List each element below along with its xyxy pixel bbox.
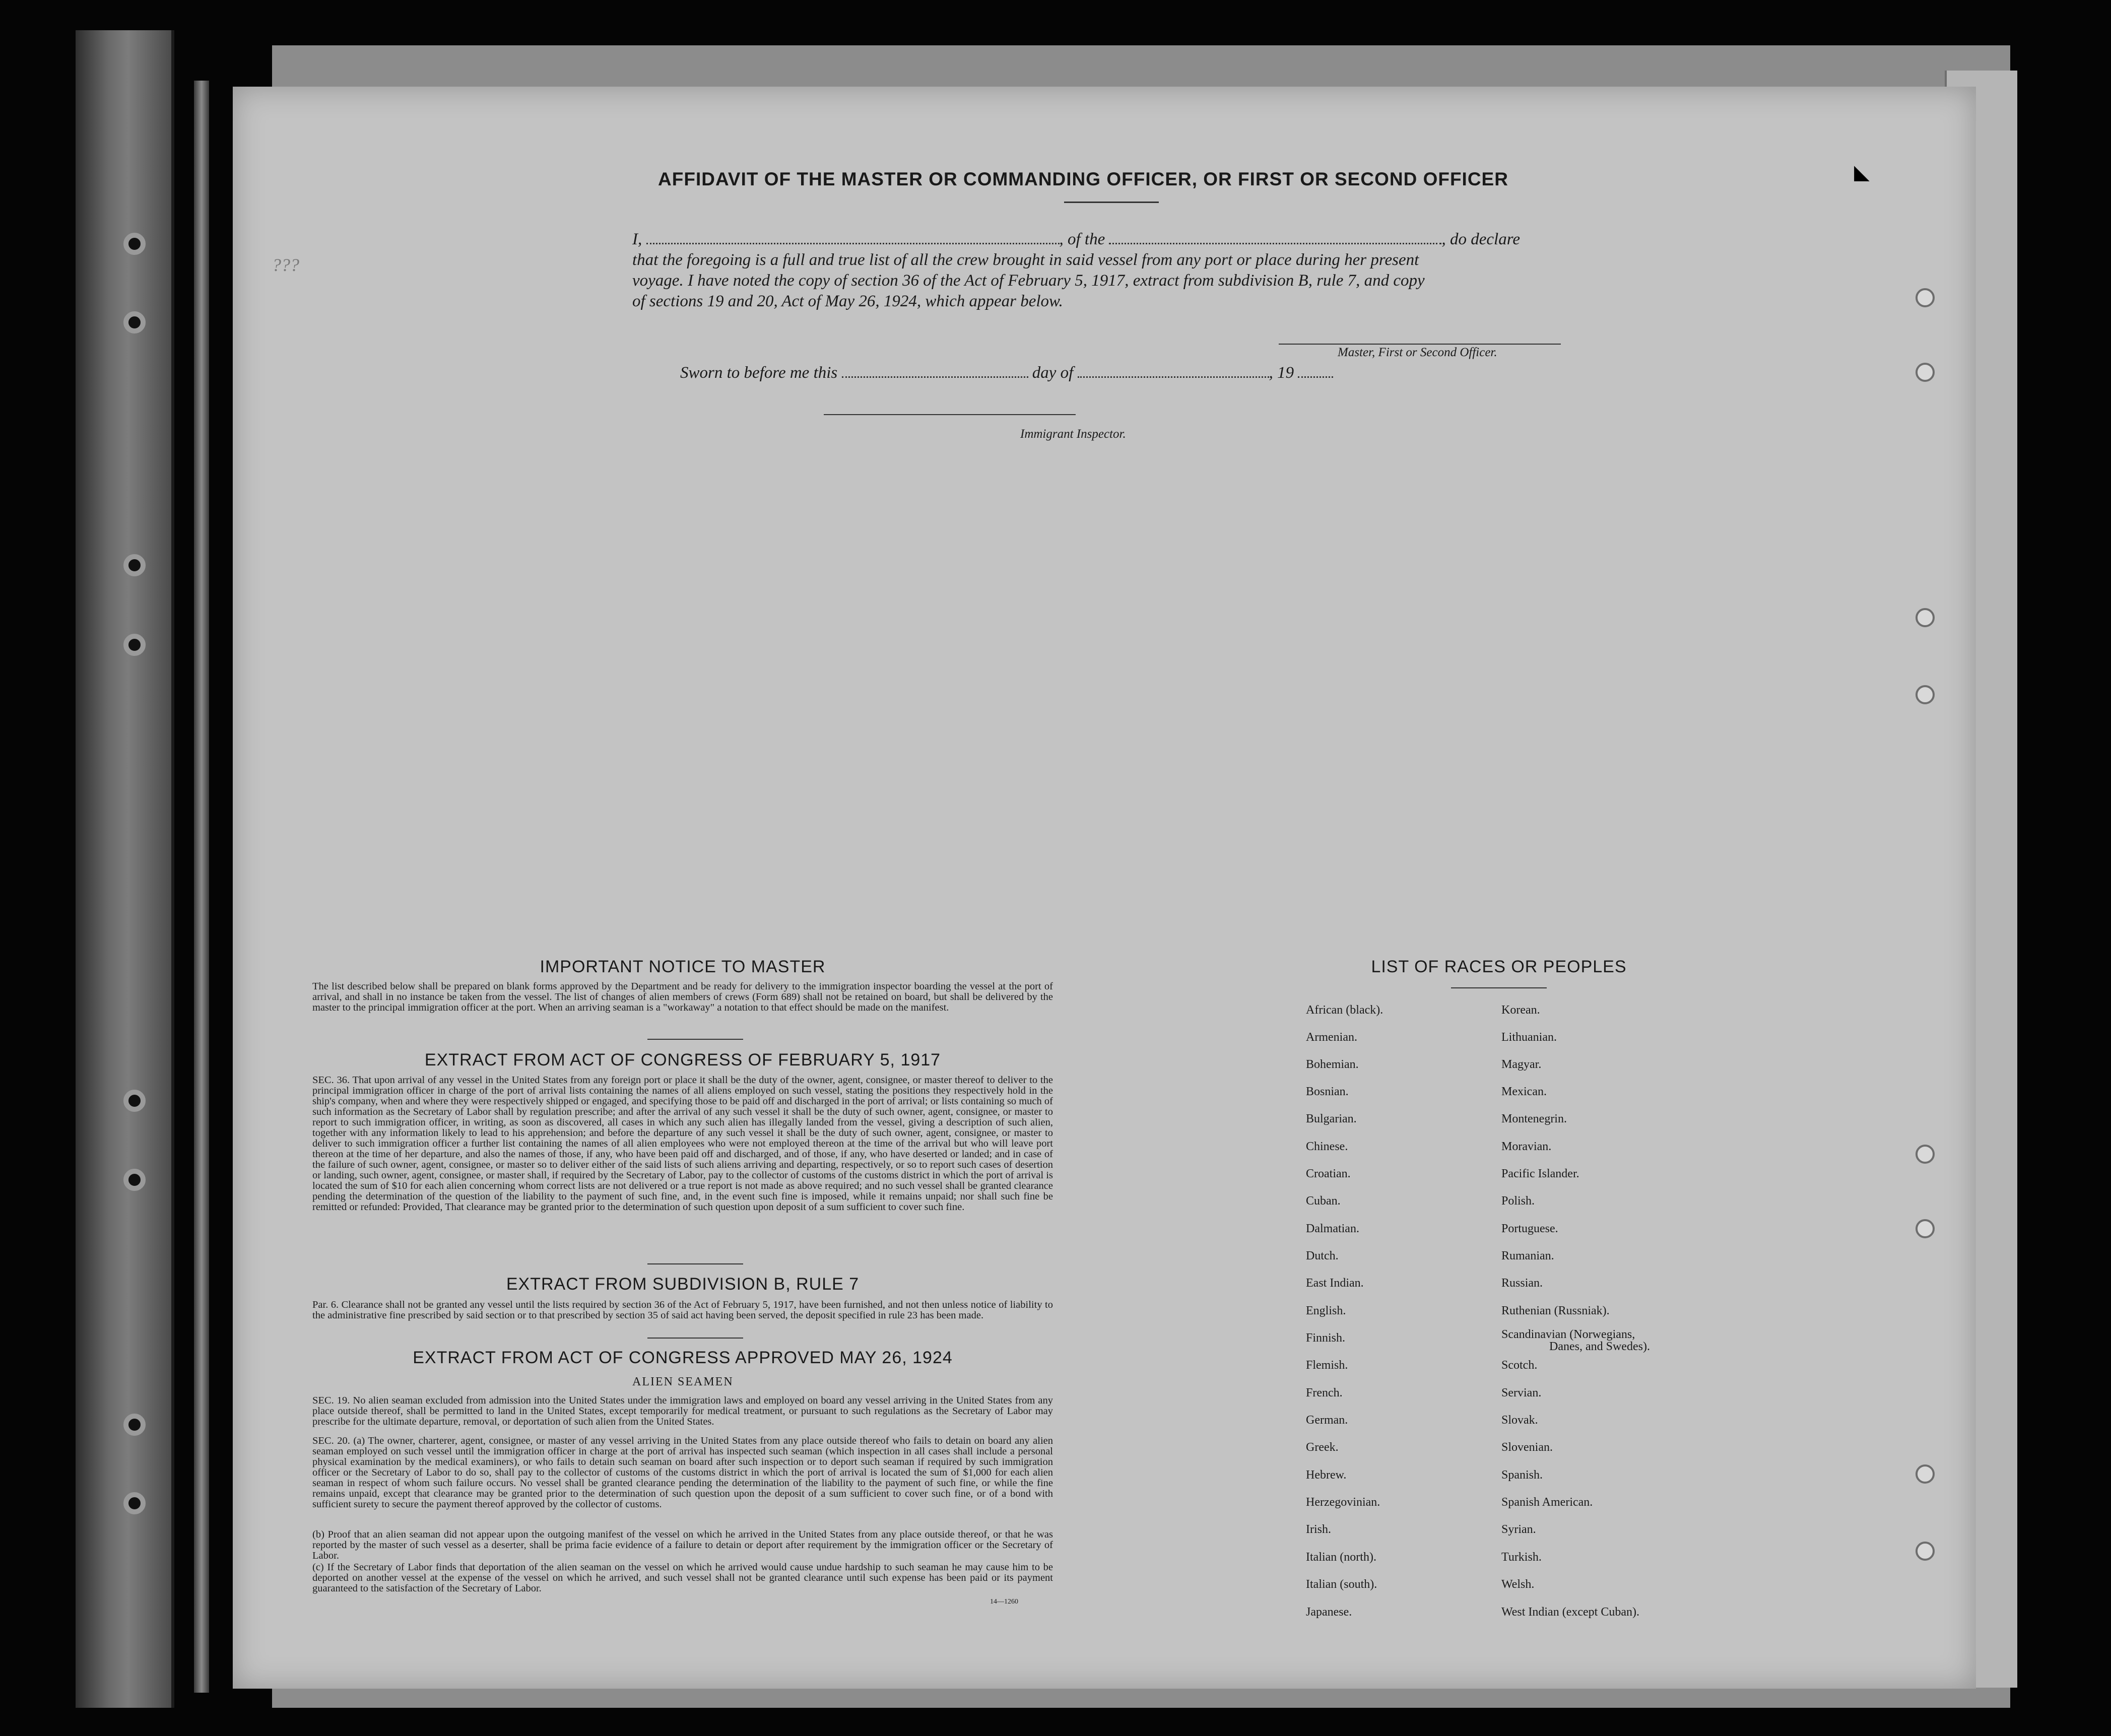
race-item: German.	[1306, 1414, 1348, 1427]
declaration-of-the: , of the	[1059, 230, 1105, 248]
sworn-line	[680, 363, 1386, 383]
race-item: Scotch.	[1501, 1359, 1538, 1372]
race-item: Welsh.	[1501, 1578, 1535, 1591]
race-item: English.	[1306, 1304, 1346, 1317]
master-signature-caption: Master, First or Second Officer.	[1338, 346, 1497, 359]
race-item: Polish.	[1501, 1194, 1535, 1208]
race-item: East Indian.	[1306, 1277, 1364, 1290]
faint-handwritten-number: ???	[272, 255, 299, 275]
page-hole	[1916, 1219, 1935, 1238]
race-item: Italian (north).	[1306, 1551, 1376, 1564]
binder-spine	[76, 30, 174, 1708]
notice-title: IMPORTANT NOTICE TO MASTER	[540, 957, 826, 976]
page-hole	[1916, 288, 1935, 307]
extract-1924-sec20c: (c) If the Secretary of Labor finds that deportation of the alien seaman on the vessel on which he arrived would cause undue hardship to such seaman he may cause him to be deported on another vessel at the expense of the vessel on which he arrived, and such vessel shall not be granted clearance until such expense has been paid or its payment guaranteed to the satisfaction of the Secretary of Labor.	[312, 1562, 1053, 1594]
rule7-title: EXTRACT FROM SUBDIVISION B, RULE 7	[506, 1275, 860, 1294]
race-item: Servian.	[1501, 1386, 1542, 1399]
inspector-signature-line	[824, 414, 1076, 415]
race-item: Finnish.	[1306, 1331, 1346, 1345]
name-blank[interactable]	[646, 230, 1060, 244]
binder-hole	[123, 634, 146, 656]
alien-seamen-subtitle: ALIEN SEAMEN	[632, 1375, 734, 1388]
binder-hole	[123, 1169, 146, 1191]
page-hole	[1916, 608, 1935, 627]
race-item: Lithuanian.	[1501, 1031, 1557, 1044]
extract-1924-sec20: SEC. 20. (a) The owner, charterer, agent, consignee, or master of any vessel arriving in the United States from any place outside thereof who fails to detain on board any alien seaman employed on such vessel until the immigration officer in charge at the port of arrival has inspected such seaman (which inspection in all cases shall include a personal physical examination by the medical examiners), or who fails to detain such seaman on board after such inspection or to deport such seaman if required by such immigration officer or the Secretary of Labor to do so, shall pay to the collector of customs of the customs district in which the port of arrival is located the sum of $1,000 for each alien seaman in respect of whom such failure occurs. No vessel shall be granted clearance pending the determination of the liability to the payment of such fine, or while the fine remains unpaid, except that clearance may be granted prior to the determination of such question upon the deposit of a sum sufficient to cover such fine, or of a bond with sufficient surety to secure the payment thereof approved by the collector of customs.	[312, 1435, 1053, 1510]
extract-1917-title: EXTRACT FROM ACT OF CONGRESS OF FEBRUARY 5, 1917	[424, 1050, 941, 1070]
race-item: Bulgarian.	[1306, 1112, 1357, 1125]
divider	[1451, 987, 1547, 988]
extract-1924-sec20b: (b) Proof that an alien seaman did not appear upon the outgoing manifest of the vessel on which he arrived in the United States from any place outside thereof, or that he was reported by the master of such vessel as a deserter, shall be prima facie evidence of a failure to detain or deport after requirement by the immigration officer or the Secretary of Labor.	[312, 1529, 1053, 1561]
declaration-line-3: voyage. I have noted the copy of section 36 of the Act of February 5, 1917, extract from subdivision B, rule 7, and copy	[632, 272, 1425, 290]
race-item: Magyar.	[1501, 1058, 1542, 1071]
divider	[647, 1338, 743, 1339]
race-item: Turkish.	[1501, 1551, 1542, 1564]
race-item: Moravian.	[1501, 1140, 1552, 1153]
race-item: Armenian.	[1306, 1031, 1357, 1044]
binder-hole	[123, 1492, 146, 1514]
race-item: Portuguese.	[1501, 1222, 1558, 1235]
sworn-day-of: day of	[1032, 364, 1074, 382]
race-item: Dalmatian.	[1306, 1222, 1359, 1235]
binder-hole	[123, 1090, 146, 1112]
binder-hole	[123, 1414, 146, 1436]
rule7-body: Par. 6. Clearance shall not be granted any vessel until the lists required by section 36 of the Act of February 5, 1917, have been furnished, and not then unless notice of liability to the administrative fine prescribed by said section or to that prescribed by section 35 of said act having been served, the deposit specified in rule 23 has been made.	[312, 1299, 1053, 1321]
race-item: Irish.	[1306, 1523, 1331, 1536]
race-item: Rumanian.	[1501, 1249, 1554, 1262]
race-item: African (black).	[1306, 1004, 1383, 1017]
race-item: Chinese.	[1306, 1140, 1348, 1153]
race-item: Bosnian.	[1306, 1085, 1349, 1098]
race-item: Italian (south).	[1306, 1578, 1377, 1591]
race-item: Slovenian.	[1501, 1441, 1553, 1454]
affidavit-title: AFFIDAVIT OF THE MASTER OR COMMANDING OFFICER, OR FIRST OR SECOND OFFICER	[658, 169, 1508, 189]
page-hole	[1916, 685, 1935, 704]
declaration-line-4: of sections 19 and 20, Act of May 26, 1924, which appear below.	[632, 292, 1063, 310]
race-item: Spanish American.	[1501, 1496, 1593, 1509]
extract-1917-body: SEC. 36. That upon arrival of any vessel in the United States from any foreign port or place it shall be the duty of the owner, agent, consignee, or master thereof to deliver to the principal immigration officer in charge of the port of arrival lists containing the names of all aliens employed on such vessel, stating the positions they respectively hold in the ship's company, when and where they were respectively shipped or engaged, and specifying those to be paid off and discharged in the port of arrival; or lists containing so much of such information as the Secretary of Labor shall by regulation prescribe; and after the arrival of any such vessel it shall be the duty of such owner, agent, consignee, or master to report to such immigration officer, in writing, as soon as discovered, all cases in which any such alien has illegally landed from the vessel, giving a description of such alien, together with any information likely to lead to his apprehension; and before the departure of any such vessel it shall be the duty of such owner, agent, consignee, or master to deliver to such immigration officer a further list containing the names of all alien employees who were not employed thereon at the time of the arrival but who will leave port thereon at the time of her departure, and also the names of those, if any, who have been paid off and discharged, and of those, if any, who have deserted or landed; and in case of the failure of such owner, agent, consignee, or master so to deliver either of the said lists of such aliens arriving and departing, respectively, or so to report such cases of desertion or landing, such owner, agent, consignee, or master shall, if required by the Secretary of Labor, pay to the collector of customs of the customs district in which the port of arrival is located the sum of $10 for each alien concerning whom correct lists are not delivered or a true report is not made as above required; and no such vessel shall be granted clearance pending the determination of the question of the liability to the payment of such fine, and, in the event such fine is imposed, while it remains unpaid; nor shall such fine be remitted or refunded: Provided, That clearance may be granted prior to the determination of such question upon deposit of a sum sufficient to cover such fine.	[312, 1075, 1053, 1213]
divider	[647, 1039, 743, 1040]
notice-body: The list described below shall be prepared on blank forms approved by the Department and be ready for delivery to the immigration inspector boarding the vessel at the port of arrival, and shall in no instance be taken from the vessel. The list of changes of alien members of crews (Form 689) shall not be retained on board, but shall be delivered by the master to the principal immigration officer at the port. When an arriving seaman is a "workaway" a notation to that effect should be made on the manifest.	[312, 981, 1053, 1013]
corner-mark: ◣	[1854, 161, 1870, 183]
binder-hole	[123, 554, 146, 576]
declaration-line-1	[632, 229, 1595, 250]
binder-hole	[123, 233, 146, 255]
race-item: Slovak.	[1501, 1414, 1538, 1427]
race-item: Spanish.	[1501, 1468, 1543, 1482]
race-item: Flemish.	[1306, 1359, 1348, 1372]
race-item: Korean.	[1501, 1004, 1540, 1017]
divider	[647, 1263, 743, 1264]
affidavit-declaration	[632, 229, 1595, 312]
race-item: Herzegovinian.	[1306, 1496, 1380, 1509]
extract-1924-sec19: SEC. 19. No alien seaman excluded from admission into the United States under the immigration laws and employed on board any vessel arriving in the United States from any place outside thereof, shall be permitted to land in the United States, except temporarily for medical treatment, or pursuant to such regulations as the Secretary of Labor may prescribe for the ultimate departure, removal, or deportation of such alien from the United States.	[312, 1395, 1053, 1427]
race-item: Hebrew.	[1306, 1468, 1347, 1482]
races-title: LIST OF RACES OR PEOPLES	[1371, 957, 1627, 976]
race-item: Greek.	[1306, 1441, 1339, 1454]
race-item: Montenegrin.	[1501, 1112, 1567, 1125]
form-number: 14—1260	[990, 1598, 1018, 1606]
declaration-i: I,	[632, 230, 642, 248]
binder-hole	[123, 311, 146, 333]
race-item: Bohemian.	[1306, 1058, 1359, 1071]
race-item: Syrian.	[1501, 1523, 1536, 1536]
race-item: Cuban.	[1306, 1194, 1341, 1208]
extract-1924-title: EXTRACT FROM ACT OF CONGRESS APPROVED MAY 26, 1924	[413, 1348, 953, 1367]
sworn-day-blank[interactable]	[842, 363, 1028, 378]
race-item: Japanese.	[1306, 1606, 1352, 1619]
page-hole	[1916, 1542, 1935, 1561]
declaration-line-2: that the foregoing is a full and true list of all the crew brought in said vessel from any port or place during her present	[632, 251, 1419, 269]
sworn-year-prefix: , 19	[1269, 364, 1294, 382]
page-hole	[1916, 1464, 1935, 1484]
race-item: Scandinavian (Norwegians,	[1501, 1328, 1635, 1341]
sworn-month-blank[interactable]	[1078, 363, 1269, 378]
race-item: Dutch.	[1306, 1249, 1339, 1262]
race-item: French.	[1306, 1386, 1343, 1399]
sworn-label: Sworn to before me this	[680, 364, 838, 382]
binder-strip	[194, 81, 209, 1693]
title-divider	[1064, 202, 1159, 203]
race-item: Mexican.	[1501, 1085, 1547, 1098]
master-signature-line	[1279, 344, 1561, 345]
vessel-blank[interactable]	[1109, 230, 1441, 244]
sworn-year-blank[interactable]	[1298, 363, 1333, 378]
race-item-continuation: Danes, and Swedes).	[1549, 1340, 1650, 1353]
inspector-caption: Immigrant Inspector.	[1020, 427, 1126, 441]
race-item: Croatian.	[1306, 1167, 1351, 1180]
race-item: Ruthenian (Russniak).	[1501, 1304, 1610, 1317]
race-item: Pacific Islander.	[1501, 1167, 1579, 1180]
declaration-do-declare: , do declare	[1441, 230, 1520, 248]
page-hole	[1916, 1145, 1935, 1164]
page-hole	[1916, 363, 1935, 382]
race-item: West Indian (except Cuban).	[1501, 1606, 1639, 1619]
race-item: Russian.	[1501, 1277, 1543, 1290]
